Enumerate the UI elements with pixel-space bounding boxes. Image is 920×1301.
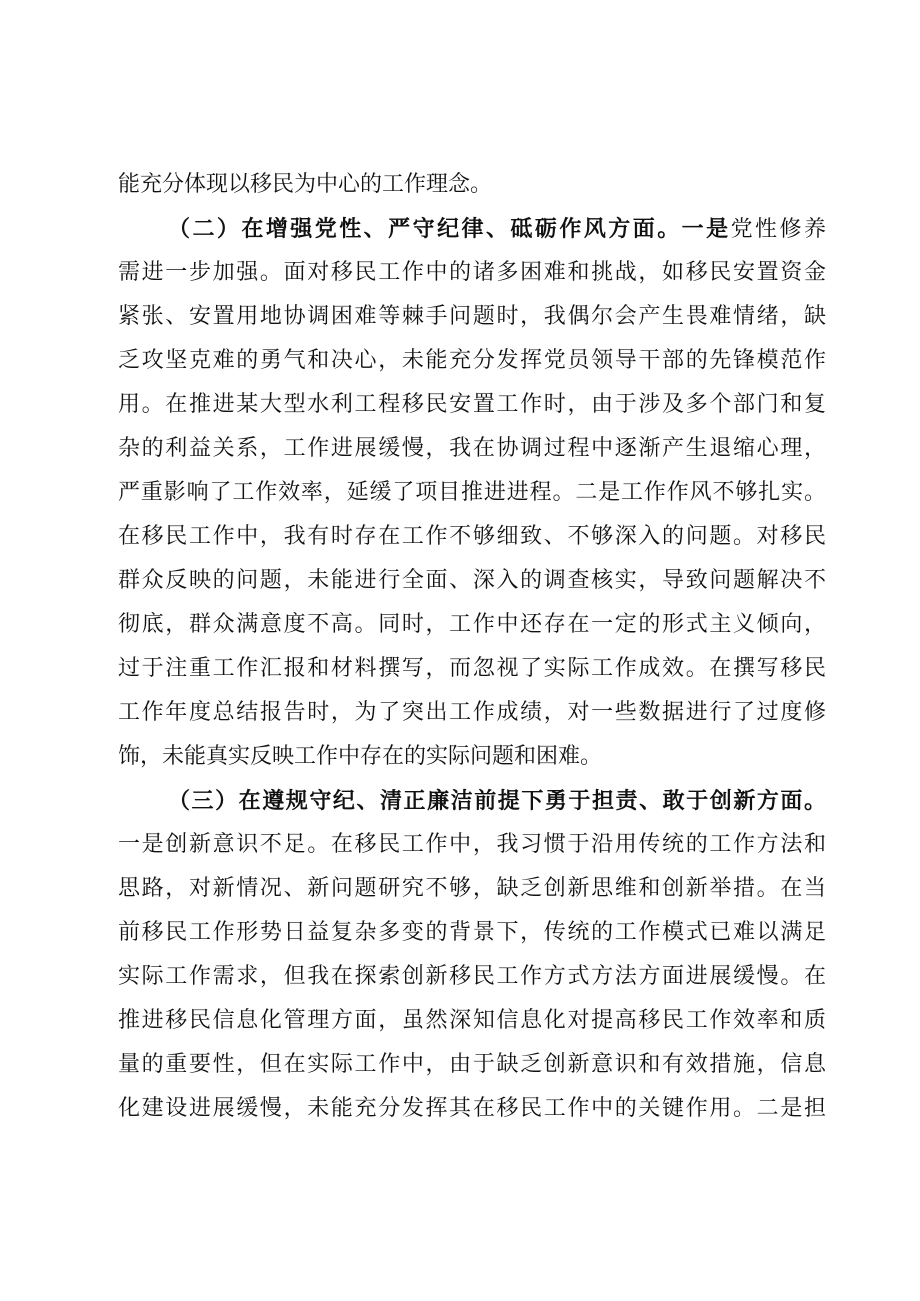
line-text: 化建设进展缓慢，未能充分发挥其在移民工作中的关键作用。二是担 bbox=[118, 1096, 826, 1121]
section-heading-3 bbox=[168, 779, 826, 823]
line-text: 能充分体现以移民为中心的工作理念。 bbox=[118, 172, 493, 197]
line-text: 需进一步加强。面对移民工作中的诸多困难和挑战，如移民安置资金 bbox=[118, 260, 826, 285]
line-text: 群众反映的问题，未能进行全面、深入的调查核实，导致问题解决不 bbox=[118, 568, 826, 593]
text-line bbox=[118, 295, 826, 339]
text-line bbox=[118, 1043, 826, 1087]
heading-text: （二）在增强党性、严守纪律、砥砺作风方面。一是 bbox=[168, 216, 731, 242]
section-heading-2 bbox=[168, 207, 826, 251]
text-line bbox=[118, 647, 826, 691]
line-text: 乏攻坚克难的勇气和决心，未能充分发挥党员领导干部的先锋模范作 bbox=[118, 348, 826, 373]
line-text: 思路，对新情况、新问题研究不够，缺乏创新思维和创新举措。在当 bbox=[118, 876, 826, 901]
text-line bbox=[118, 471, 826, 515]
text-line bbox=[118, 251, 826, 295]
text-line bbox=[118, 735, 826, 779]
text-line bbox=[118, 163, 826, 207]
line-text: 推进移民信息化管理方面，虽然深知信息化对提高移民工作效率和质 bbox=[118, 1008, 826, 1033]
line-text: 党性修养 bbox=[730, 217, 826, 242]
text-line bbox=[118, 999, 826, 1043]
text-line bbox=[118, 691, 826, 735]
line-text: 用。在推进某大型水利工程移民安置工作时，由于涉及多个部门和复 bbox=[118, 392, 826, 417]
line-text: 工作年度总结报告时，为了突出工作成绩，对一些数据进行了过度修 bbox=[118, 700, 826, 725]
text-line bbox=[118, 867, 826, 911]
line-text: 前移民工作形势日益复杂多变的背景下，传统的工作模式已难以满足 bbox=[118, 920, 826, 945]
heading-text: （三）在遵规守纪、清正廉洁前提下勇于担责、敢于创新方面。 bbox=[168, 788, 826, 814]
text-line bbox=[118, 383, 826, 427]
line-text: 实际工作需求，但我在探索创新移民工作方式方法方面进展缓慢。在 bbox=[118, 964, 826, 989]
text-line bbox=[118, 427, 826, 471]
text-line bbox=[118, 911, 826, 955]
line-text: 过于注重工作汇报和材料撰写，而忽视了实际工作成效。在撰写移民 bbox=[118, 656, 826, 681]
line-text: 彻底，群众满意度不高。同时，工作中还存在一定的形式主义倾向， bbox=[118, 612, 826, 637]
text-line bbox=[118, 1087, 826, 1131]
text-line bbox=[118, 515, 826, 559]
line-text: 一是创新意识不足。在移民工作中，我习惯于沿用传统的工作方法和 bbox=[118, 832, 826, 857]
line-text: 在移民工作中，我有时存在工作不够细致、不够深入的问题。对移民 bbox=[118, 524, 826, 549]
text-line bbox=[118, 603, 826, 647]
text-line bbox=[118, 823, 826, 867]
text-line bbox=[118, 955, 826, 999]
text-line bbox=[118, 339, 826, 383]
line-text: 饰，未能真实反映工作中存在的实际问题和困难。 bbox=[118, 744, 603, 769]
line-text: 杂的利益关系，工作进展缓慢，我在协调过程中逐渐产生退缩心理， bbox=[118, 436, 826, 461]
line-text: 紧张、安置用地协调困难等棘手问题时，我偶尔会产生畏难情绪，缺 bbox=[118, 304, 826, 329]
line-text: 量的重要性，但在实际工作中，由于缺乏创新意识和有效措施，信息 bbox=[118, 1052, 826, 1077]
line-text: 严重影响了工作效率，延缓了项目推进进程。二是工作作风不够扎实。 bbox=[118, 480, 826, 505]
text-line bbox=[118, 559, 826, 603]
